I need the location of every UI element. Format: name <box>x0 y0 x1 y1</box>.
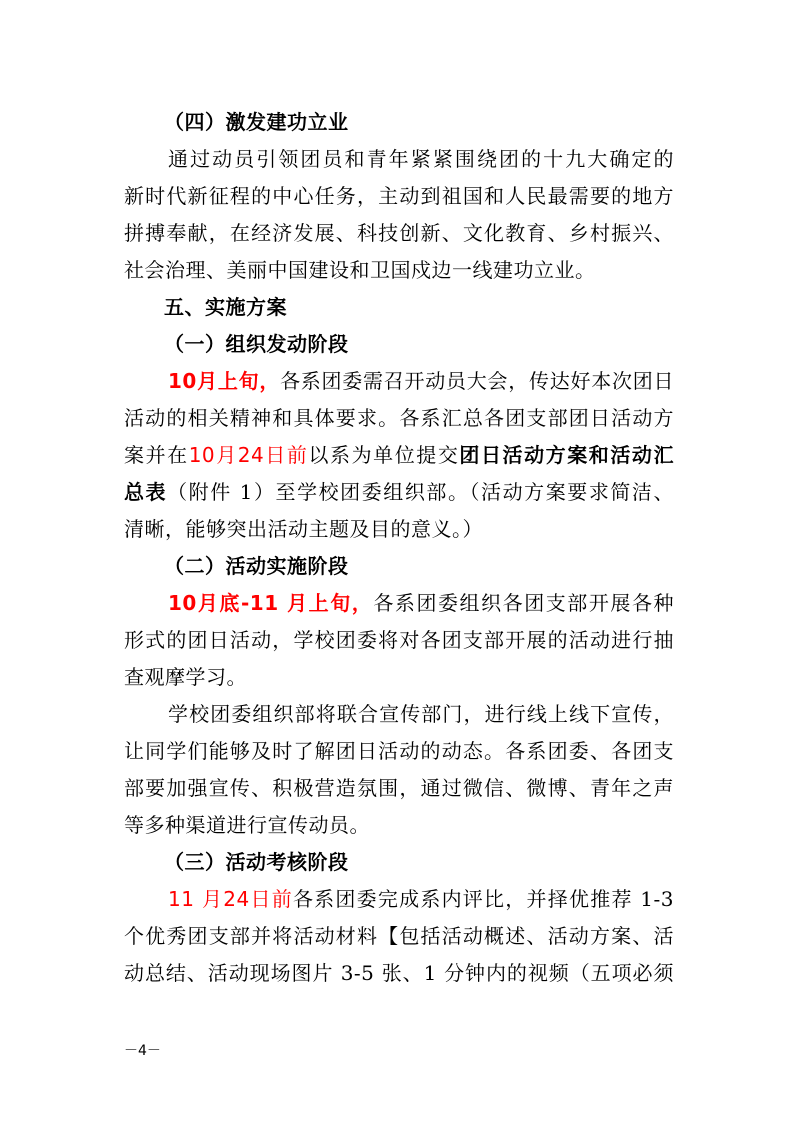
section4-line-2: 新时代新征程的中心任务，主动到祖国和人民最需要的地方 <box>124 184 674 208</box>
stage1-line-1 <box>124 363 674 400</box>
stage2-p2-line-2: 让同学们能够及时了解团日活动的动态。各系团委、各团支 <box>124 739 674 763</box>
stage1-line-1-text: 各系团委需召开动员大会，传达好本次团日 <box>280 369 674 393</box>
stage1-line-3 <box>124 437 674 474</box>
stage1-line-3-b: 以系为单位提交 <box>308 443 460 467</box>
stage3-line-3: 动总结、活动现场图片 3-5 张、1 分钟内的视频（五项必须 <box>124 961 674 985</box>
stage1-submission-cont: 总表 <box>124 480 168 504</box>
part5-heading: 五、实施方案 <box>164 295 287 319</box>
stage1-line-2: 活动的相关精神和具体要求。各系汇总各团支部团日活动方 <box>124 406 674 430</box>
section4-line-3: 拼搏奉献，在经济发展、科技创新、文化教育、乡村振兴、 <box>124 221 674 245</box>
stage2-p2-line-1: 学校团委组织部将联合宣传部门，进行线上线下宣传， <box>168 702 674 726</box>
stage2-line-2: 形式的团日活动，学校团委将对各团支部开展的活动进行抽 <box>124 628 674 652</box>
stage1-line-5: 清晰，能够突出活动主题及目的意义。） <box>124 517 483 541</box>
stage1-submission: 团日活动方案和活动汇 <box>459 443 675 467</box>
stage3-line-1-text: 各系团委完成系内评比，并择优推荐 1-3 <box>292 887 674 911</box>
stage2-p2-line-3: 部要加强宣传、积极营造氛围，通过微信、微博、青年之声 <box>124 776 674 800</box>
stage3-heading: （三）活动考核阶段 <box>164 850 349 874</box>
stage2-line-3: 查观摩学习。 <box>124 665 247 689</box>
section4-line-1: 通过动员引领团员和青年紧紧围绕团的十九大确定的 <box>168 147 674 171</box>
stage1-line-4 <box>124 474 674 511</box>
stage1-date: 10月上旬， <box>168 369 281 393</box>
stage2-date: 10月底-11 月上旬， <box>168 591 374 615</box>
stage3-line-1 <box>124 881 674 918</box>
stage2-heading: （二）活动实施阶段 <box>164 554 349 578</box>
stage1-line-4-text: （附件 1）至学校团委组织部。（活动方案要求简洁、 <box>167 480 674 504</box>
stage1-line-3-a: 案并在 <box>124 443 189 467</box>
stage2-p2-line-4: 等多种渠道进行宣传动员。 <box>124 813 370 837</box>
stage1-deadline: 10月24日前 <box>188 443 309 467</box>
stage2-line-1 <box>124 585 674 622</box>
section4-line-4: 社会治理、美丽中国建设和卫国戍边一线建功立业。 <box>124 258 596 282</box>
stage3-line-2: 个优秀团支部并将活动材料【包括活动概述、活动方案、活 <box>124 924 674 948</box>
page-number: －4－ <box>124 1043 161 1059</box>
section4-heading: （四）激发建功立业 <box>164 110 349 134</box>
stage1-heading: （一）组织发动阶段 <box>164 332 349 356</box>
stage3-date: 11 月24日前 <box>168 887 293 911</box>
stage2-line-1-text: 各系团委组织各团支部开展各种 <box>373 591 675 615</box>
document-body <box>124 104 674 992</box>
